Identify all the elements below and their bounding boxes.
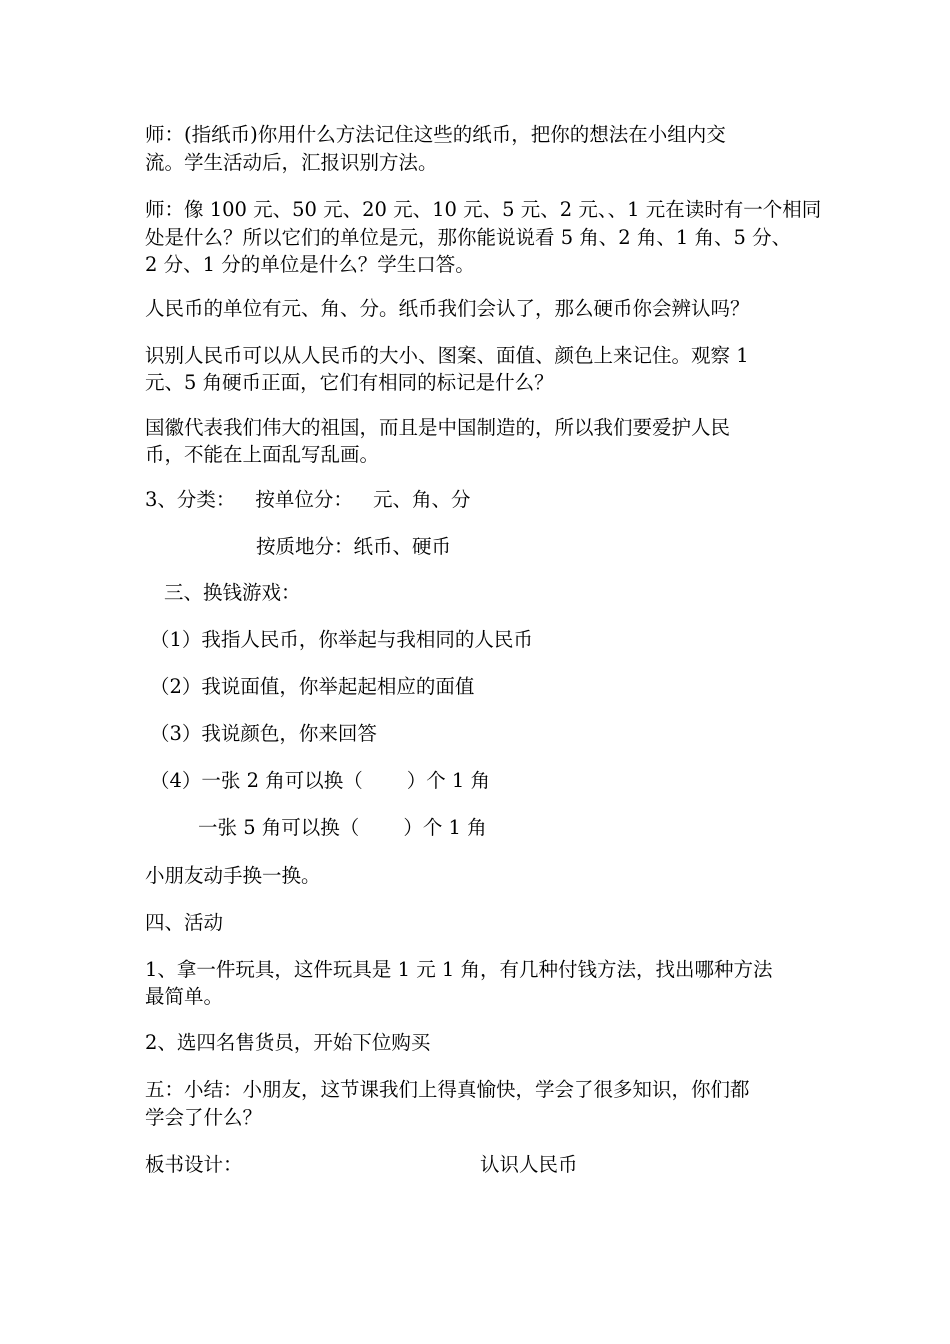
game-item-3: （3）我说颜色，你来回答 xyxy=(150,722,377,745)
summary-line-1: 五：小结：小朋友，这节课我们上得真愉快，学会了很多知识，你们都 xyxy=(145,1078,750,1101)
activity-item-2: 2、选四名售货员，开始下位购买 xyxy=(145,1031,431,1054)
paragraph-5-line-2: 币，不能在上面乱写乱画。 xyxy=(145,443,380,466)
classify-by-unit-label: 按单位分： xyxy=(255,488,353,511)
game-item-5-end: ）个 1 角 xyxy=(403,816,487,839)
game-item-4-end: ）个 1 角 xyxy=(406,769,491,792)
activity-item-1-line-2: 最简单。 xyxy=(145,985,224,1008)
paragraph-4-line-1: 识别人民币可以从人民币的大小、图案、面值、颜色上来记住。观察 1 xyxy=(145,344,749,367)
game-item-4-start: （4）一张 2 角可以换（ xyxy=(150,769,363,792)
game-item-4 xyxy=(150,767,830,795)
game-item-5 xyxy=(198,814,878,842)
game-item-5-start: 一张 5 角可以换（ xyxy=(198,816,360,839)
board-label: 板书设计： xyxy=(145,1153,243,1176)
classify-label: 3、分类： xyxy=(145,488,236,511)
paragraph-3: 人民币的单位有元、角、分。纸币我们会认了，那么硬币你会辨认吗？ xyxy=(145,297,750,320)
game-item-1: （1）我指人民币，你举起与我相同的人民币 xyxy=(150,628,533,651)
paragraph-4-line-2: 元、5 角硬币正面，它们有相同的标记是什么？ xyxy=(145,371,554,394)
classify-by-unit-value: 元、角、分 xyxy=(372,488,471,511)
paragraph-2-line-3: 2 分、1 分的单位是什么？学生口答。 xyxy=(145,253,475,276)
paragraph-1-line-1: 师：(指纸币)你用什么方法记住这些的纸币，把你的想法在小组内交 xyxy=(145,123,726,146)
activity-heading: 四、活动 xyxy=(145,911,224,934)
game-heading: 三、换钱游戏： xyxy=(164,581,301,604)
activity-item-1-line-1: 1、拿一件玩具，这件玩具是 1 元 1 角，有几种付钱方法，找出哪种方法 xyxy=(145,958,773,981)
paragraph-2-line-2: 处是什么？所以它们的单位是元，那你能说说看 5 角、2 角、1 角、5 分、 xyxy=(145,226,792,249)
game-item-2: （2）我说面值，你举起起相应的面值 xyxy=(150,675,475,698)
summary-line-2: 学会了什么？ xyxy=(145,1106,263,1129)
paragraph-5-line-1: 国徽代表我们伟大的祖国，而且是中国制造的，所以我们要爱护人民 xyxy=(145,416,731,439)
paragraph-1-line-2: 流。学生活动后，汇报识别方法。 xyxy=(145,151,438,174)
game-closing: 小朋友动手换一换。 xyxy=(145,864,321,887)
classify-row-unit xyxy=(145,486,825,514)
paragraph-2-line-1: 师：像 100 元、50 元、20 元、10 元、5 元、2 元、、1 元在读时有一个相同 xyxy=(145,198,822,221)
classify-row-material: 按质地分：纸币、硬币 xyxy=(256,535,452,558)
board-title: 认识人民币 xyxy=(480,1153,578,1176)
